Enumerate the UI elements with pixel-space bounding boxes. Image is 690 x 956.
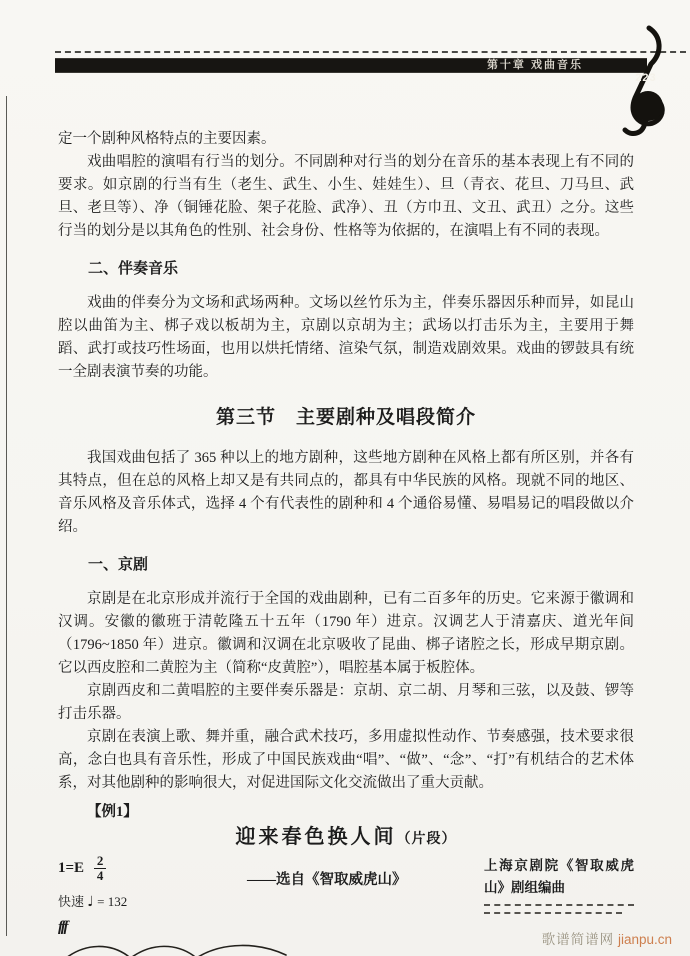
score-meta bbox=[58, 855, 634, 939]
meter-top: 2 bbox=[96, 853, 104, 868]
credit-text: 上海京剧院《智取威虎山》剧组编曲 bbox=[484, 858, 634, 895]
example-label: 【例1】 bbox=[87, 804, 138, 820]
meter-bottom: 4 bbox=[96, 868, 104, 883]
page-number: 223 bbox=[635, 72, 657, 84]
credit-dash-2 bbox=[484, 912, 622, 914]
score-title-note: （片段） bbox=[396, 832, 457, 847]
time-signature bbox=[94, 855, 106, 882]
heading-accompaniment: 二、伴奏音乐 bbox=[88, 260, 179, 277]
credit-dash-1 bbox=[484, 904, 634, 906]
tempo-value: = 132 bbox=[97, 894, 128, 909]
score-credit bbox=[484, 855, 634, 939]
dynamics-marking: fff bbox=[58, 919, 67, 935]
section-title: 第三节 主要剧种及唱段简介 bbox=[215, 407, 476, 428]
page-header bbox=[0, 0, 690, 128]
chapter-title: 第十章 戏曲音乐 bbox=[486, 59, 583, 71]
score-title bbox=[58, 826, 634, 851]
paragraph-jingju-history: 京剧是在北京形成并流行于全国的戏曲剧种，已有二百多年的历史。它来源于徽调和汉调。安徽的徽班于清乾隆五十五年（1790 年）进京。汉调艺人于清嘉庆、道光年间（1796~1850 年）进京。徽调和汉调在北京吸收了昆曲、梆子诸腔之长，形成早期京剧。它以西皮腔和二黄腔为主（简称“皮黄腔”），唱腔基本属于板腔体。 bbox=[58, 591, 634, 676]
treble-clef-icon bbox=[610, 24, 676, 136]
tempo-label: 快速 bbox=[58, 894, 85, 909]
header-dashed-rule bbox=[55, 51, 686, 53]
paragraph-roles: 戏曲唱腔的演唱有行当的划分。不同剧种对行当的划分在音乐的基本表现上有不同的要求。如京剧的行当有生（老生、武生、小生、娃娃生）、旦（青衣、花旦、刀马旦、武旦、老旦等）、净（铜锤花脸、架子花脸、武净）、丑（方巾丑、文丑、武丑）之分。这些行当的划分是以其角色的性别、社会身份、性格等为依据的，在演唱上有不同的表现。 bbox=[58, 154, 634, 239]
score-title-text: 迎来春色换人间 bbox=[235, 826, 397, 848]
paragraph-jingju-instruments: 京剧西皮和二黄唱腔的主要伴奏乐器是：京胡、京二胡、月琴和三弦，以及鼓、锣等打击乐器。 bbox=[58, 683, 634, 722]
paragraph-overview: 我国戏曲包括了 365 种以上的地方剧种，这些地方剧种在风格上都有所区别，并各有其特点，但在总的风格上却又是有共同点的，都具有中华民族的风格。现就不同的地区、音乐风格及音乐体式，选择 4 个有代表性的剧种和 4 个通俗易懂、易唱易记的唱段做以介绍。 bbox=[58, 450, 634, 535]
paragraph-accompaniment: 戏曲的伴奏分为文场和武场两种。文场以丝竹乐为主，伴奏乐器因乐种而异，如昆山腔以曲笛为主、梆子戏以板胡为主，京剧以京胡为主；武场以打击乐为主，主要用于舞蹈、武打或技巧性场面，也用以烘托情绪、渲染气氛，制造戏剧效果。戏曲的锣鼓具有统一全剧表演节奏的功能。 bbox=[58, 295, 634, 380]
tempo-marking bbox=[58, 890, 233, 914]
site-watermark bbox=[542, 928, 672, 948]
key-signature: 1=E bbox=[58, 860, 85, 876]
score-source: ——选自《智取威虎山》 bbox=[247, 872, 407, 888]
heading-jingju: 一、京剧 bbox=[88, 556, 149, 573]
page-content bbox=[0, 128, 690, 956]
score-key-tempo bbox=[58, 855, 233, 939]
site-name: 歌谱简谱网 bbox=[541, 932, 615, 947]
page-left-border bbox=[6, 96, 7, 936]
site-url-link[interactable]: jianpu.cn bbox=[617, 932, 672, 947]
paragraph-jingju-performance: 京剧在表演上歌、舞并重，融合武术技巧，多用虚拟性动作、节奏感强，技术要求很高，念白也具有音乐性，形成了中国民族戏曲“唱”、“做”、“念”、“打”有机结合的艺术体系，对其他剧种的影响很大，对促进国际文化交流做出了重大贡献。 bbox=[58, 729, 634, 791]
paragraph-carryover: 定一个剧种风格特点的主要因素。 bbox=[58, 131, 276, 147]
quarter-note-icon: ♩ bbox=[87, 894, 94, 910]
header-band bbox=[55, 59, 647, 72]
